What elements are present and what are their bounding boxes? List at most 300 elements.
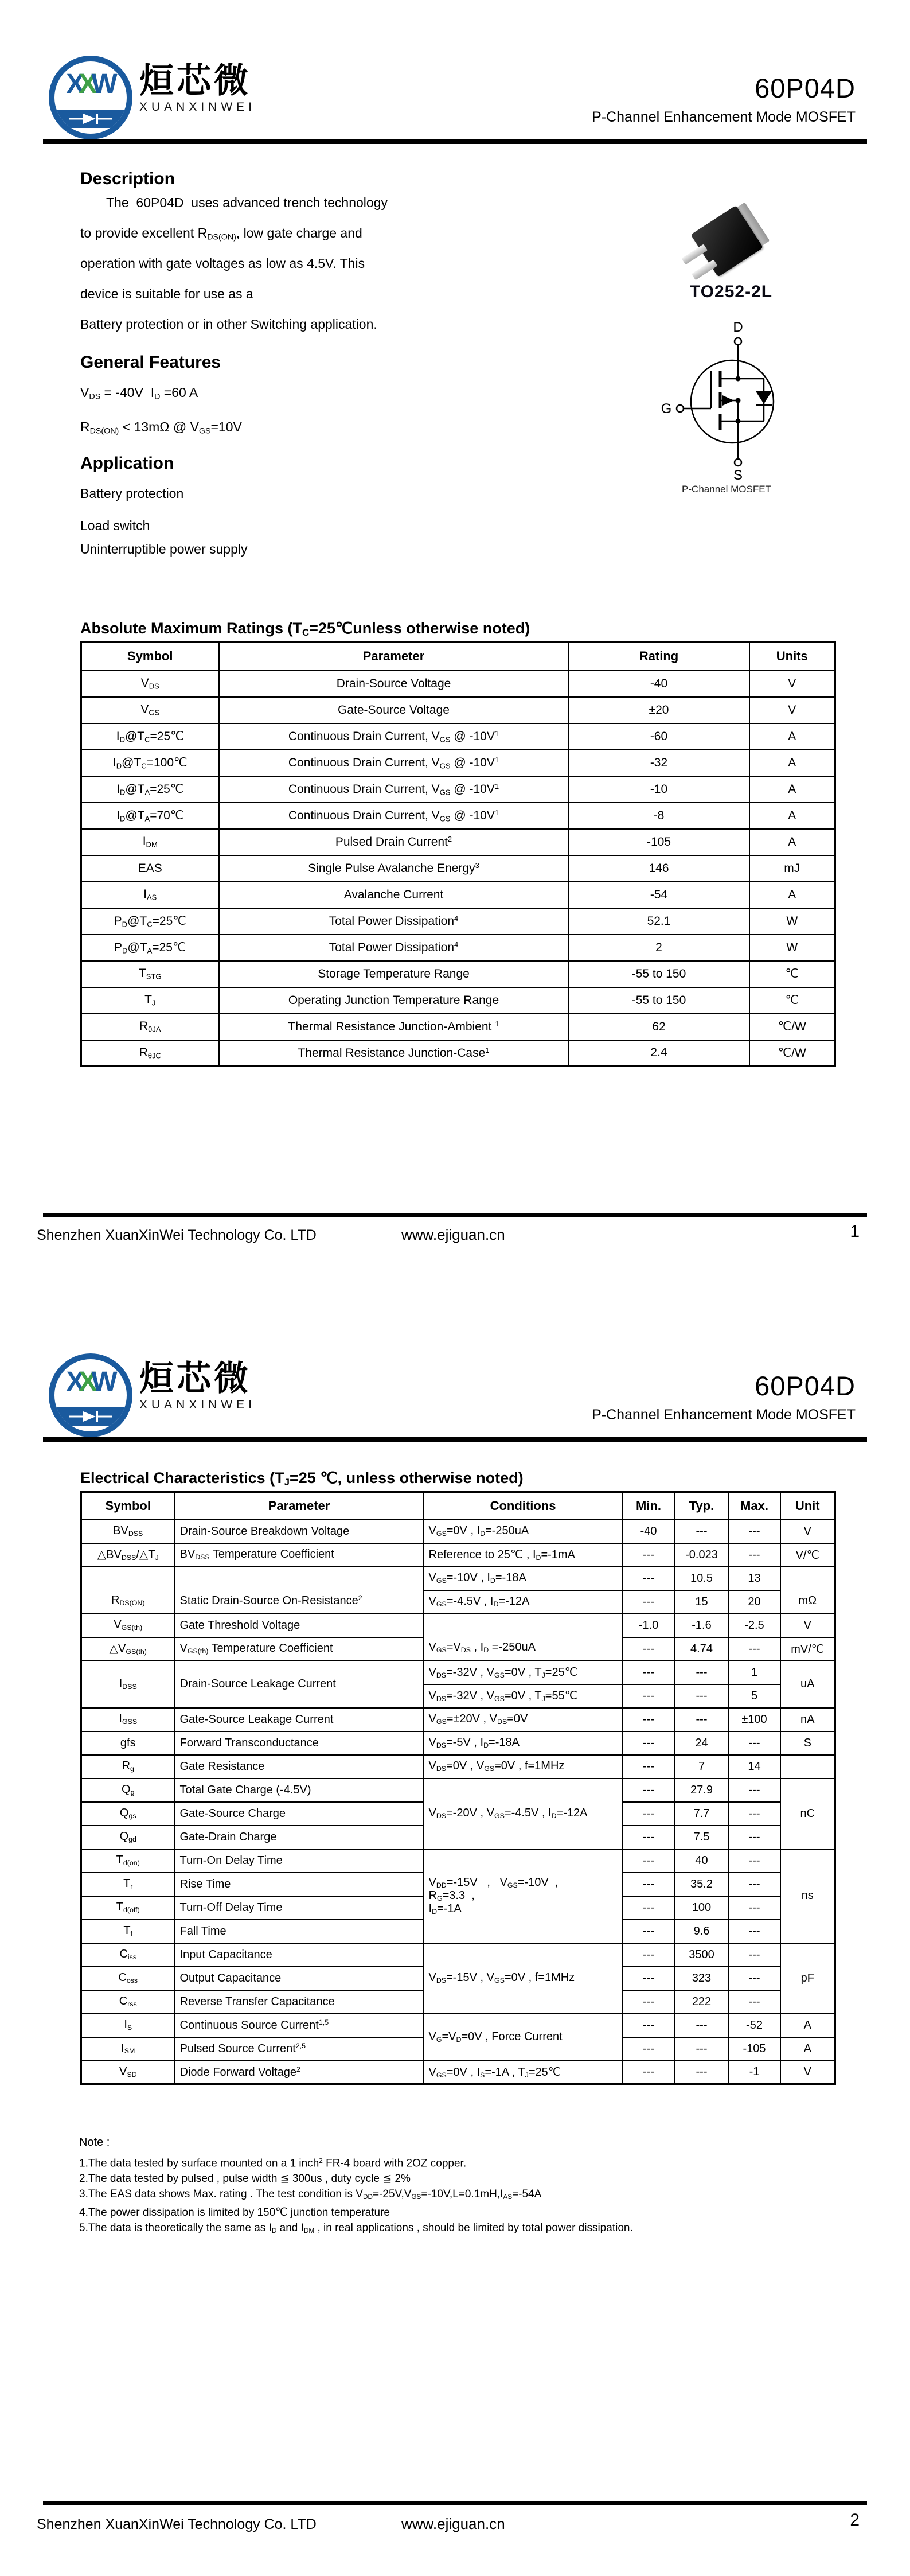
table-cell: $I_D@T_A=25℃$	[81, 776, 219, 803]
diode-icon	[51, 110, 130, 128]
table-cell: Thermal Resistance Junction-Case$^1$	[219, 1040, 569, 1067]
table-cell: $C_{rss}$	[81, 1990, 175, 2014]
table-cell: Pulsed Drain Current$^2$	[219, 829, 569, 855]
table-cell: ---	[675, 1661, 729, 1684]
table-row	[81, 1708, 835, 1731]
absolute-maximum-ratings-table	[80, 641, 836, 1067]
monogram-letter: X	[79, 69, 92, 99]
footer-rule	[43, 2501, 867, 2505]
table-cell: Continuous Drain Current, $V_{GS}$ @ $-10V^1$	[219, 750, 569, 776]
table-cell: -55 to 150	[569, 961, 749, 987]
table-cell: ---	[729, 1520, 780, 1543]
table-cell: 146	[569, 855, 749, 882]
table-cell: ---	[623, 1543, 675, 1567]
table-cell: 3500	[675, 1943, 729, 1967]
table-cell: gfs	[81, 1731, 175, 1755]
table-cell: A	[749, 750, 835, 776]
table-cell: $T_J$	[81, 987, 219, 1014]
table-cell: $C_{iss}$	[81, 1943, 175, 1967]
header-cell: Symbol	[81, 1492, 175, 1520]
table-cell: Drain-Source Breakdown Voltage	[175, 1520, 424, 1543]
table-cell: ℃/W	[749, 1014, 835, 1040]
table-cell: Turn-Off Delay Time	[175, 1896, 424, 1920]
table-cell: -40	[569, 671, 749, 697]
header-cell: Min.	[623, 1492, 675, 1520]
page-number: 2	[850, 2511, 860, 2530]
table-cell: ---	[623, 1567, 675, 1590]
pin-label-d: D	[733, 320, 743, 335]
table-cell: ---	[623, 1990, 675, 2014]
header-cell: Typ.	[675, 1492, 729, 1520]
brand-wordmark	[139, 1360, 311, 1412]
table-cell: ---	[729, 1990, 780, 2014]
table-cell: ---	[675, 1684, 729, 1708]
table-cell: $Q_{gd}$	[81, 1826, 175, 1849]
header-cell: Units	[749, 642, 835, 671]
table-cell: ---	[623, 1779, 675, 1802]
table-cell: pF	[780, 1943, 835, 2014]
table-cell: $BV_{DSS}$	[81, 1520, 175, 1543]
table-cell: ±100	[729, 1708, 780, 1731]
table-row	[81, 776, 835, 803]
table-cell: $\triangle V_{GS(th)}$	[81, 1637, 175, 1661]
table-row	[81, 1543, 835, 1567]
table-cell: ---	[729, 1637, 780, 1661]
table-cell: A	[749, 723, 835, 750]
feature-line: $R_{DS(ON)} < 13m\Omega$ @ $V_{GS}=10V$	[80, 419, 242, 436]
table-cell: Rise Time	[175, 1873, 424, 1896]
footer-company: Shenzhen XuanXinWei Technology Co. LTD	[37, 1227, 317, 1243]
table-cell: Total Power Dissipation$^4$	[219, 908, 569, 935]
table-cell: ---	[623, 2014, 675, 2037]
table-cell: S	[780, 1731, 835, 1755]
table-cell: Total Power Dissipation$^4$	[219, 935, 569, 961]
footer-website: www.ejiguan.cn	[401, 2515, 505, 2532]
table-cell: $T_r$	[81, 1873, 175, 1896]
table-row	[81, 723, 835, 750]
device-subtitle: P-Channel Enhancement Mode MOSFET	[592, 109, 856, 125]
table-row	[81, 1040, 835, 1067]
table-cell: 1	[729, 1661, 780, 1684]
table-cell: ---	[623, 1826, 675, 1849]
application-heading: Application	[80, 454, 174, 473]
table-cell: ---	[623, 1920, 675, 1943]
table-cell: ---	[729, 1543, 780, 1567]
table-cell: ±20	[569, 697, 749, 723]
table-cell: ---	[623, 1661, 675, 1684]
brand-logo	[49, 1352, 313, 1443]
table-cell: nC	[780, 1779, 835, 1849]
package-name: TO252-2L	[689, 282, 773, 301]
table-cell: Forward Transconductance	[175, 1731, 424, 1755]
table-cell: $V_{GS}=0V$ , $I_D=-250uA$	[424, 1520, 623, 1543]
table-cell: ---	[675, 2061, 729, 2084]
table-cell: $V_{DS}=-32V$ , $V_{GS}=0V$ , $T_J=55℃$	[424, 1684, 623, 1708]
table-cell: $V_{DS}=-20V$ , $V_{GS}=-4.5V$ , $I_D=-12A$	[424, 1779, 623, 1849]
table-row	[81, 642, 835, 671]
table-cell: -55 to 150	[569, 987, 749, 1014]
table-cell: Single Pulse Avalanche Energy$^3$	[219, 855, 569, 882]
table-cell: 24	[675, 1731, 729, 1755]
table-cell: ℃	[749, 961, 835, 987]
table-cell: $R_{\theta JC}$	[81, 1040, 219, 1067]
table-cell: V	[749, 671, 835, 697]
brand-name-cn: 烜芯微	[139, 1359, 251, 1398]
table-cell: $V_G=V_D=0V$ , Force Current	[424, 2014, 623, 2061]
part-number: 60P04D	[755, 73, 856, 103]
table-cell: A	[780, 2014, 835, 2037]
table-cell: $V_{GS}=-10V$ , $I_D=-18A$	[424, 1567, 623, 1590]
table-cell: ---	[729, 1873, 780, 1896]
note-item: 3.The EAS data shows Max. rating . The test condition is $V_{DD}=-25V,V_{GS}=-10V,L=0.1mH,I_{AS}=-54A$	[79, 2188, 542, 2201]
pin-label-g: G	[661, 401, 672, 417]
application-item: Load switch	[80, 518, 150, 533]
table-cell: Continuous Drain Current, $V_{GS}$ @ $-10V^1$	[219, 776, 569, 803]
table-cell: ---	[729, 1896, 780, 1920]
table-cell: $Q_g$	[81, 1779, 175, 1802]
table-cell: $R_{DS(ON)}$	[81, 1567, 175, 1614]
table-cell: 7.5	[675, 1826, 729, 1849]
table-cell: 2.4	[569, 1040, 749, 1067]
table-cell: $I_S$	[81, 2014, 175, 2037]
table-row	[81, 1520, 835, 1543]
table-cell: -2.5	[729, 1614, 780, 1637]
note-item: 4.The power dissipation is limited by 150℃ junction temperature	[79, 2207, 390, 2219]
table-cell: 62	[569, 1014, 749, 1040]
table-cell: 35.2	[675, 1873, 729, 1896]
table-cell: ---	[623, 1896, 675, 1920]
footer-company: Shenzhen XuanXinWei Technology Co. LTD	[37, 2516, 317, 2532]
table-cell: ---	[623, 1708, 675, 1731]
table-cell: 40	[675, 1849, 729, 1873]
table-cell: $V_{GS}$	[81, 697, 219, 723]
table-cell: ns	[780, 1849, 835, 1943]
footer-website: www.ejiguan.cn	[401, 1226, 505, 1243]
table-cell: ---	[729, 1920, 780, 1943]
note-item: 5.The data is theoretically the same as $I_D$ and $I_{DM}$ , in real applications , should be limited by total power dissipation.	[79, 2222, 633, 2235]
monogram-letter: X	[79, 1367, 92, 1397]
table-row	[81, 855, 835, 882]
table-cell: 5	[729, 1684, 780, 1708]
table-cell: Fall Time	[175, 1920, 424, 1943]
table-cell: ---	[623, 2061, 675, 2084]
table-cell: $V_{GS}=-4.5V$ , $I_D=-12A$	[424, 1590, 623, 1614]
table-row	[81, 671, 835, 697]
table-cell: $\triangle BV_{DSS}/\triangle T_J$	[81, 1543, 175, 1567]
brand-logo-mark	[49, 1353, 132, 1437]
header-cell: Unit	[780, 1492, 835, 1520]
table-cell: Drain-Source Leakage Current	[175, 1661, 424, 1708]
table-cell: $R_g$	[81, 1755, 175, 1779]
mosfet-symbol	[661, 314, 792, 487]
description-line: operation with gate voltages as low as 4.5V. This	[80, 256, 365, 271]
table-cell: 10.5	[675, 1567, 729, 1590]
table-cell: 15	[675, 1590, 729, 1614]
table-cell: A	[749, 803, 835, 829]
table-cell: -40	[623, 1520, 675, 1543]
header-cell: Rating	[569, 642, 749, 671]
table-cell: Thermal Resistance Junction-Ambient $^1$	[219, 1014, 569, 1040]
table-row	[81, 1014, 835, 1040]
brand-monogram	[54, 71, 123, 98]
monogram-letter: X	[66, 69, 79, 99]
table-row	[81, 1943, 835, 1967]
table-cell: 7	[675, 1755, 729, 1779]
table-cell: Gate-Drain Charge	[175, 1826, 424, 1849]
application-item: Battery protection	[80, 486, 184, 501]
brand-name-cn: 烜芯微	[139, 61, 251, 100]
part-number: 60P04D	[755, 1371, 856, 1401]
table-cell: mV/℃	[780, 1637, 835, 1661]
table-cell: -8	[569, 803, 749, 829]
table-row	[81, 908, 835, 935]
notes-heading: Note :	[79, 2136, 110, 2149]
brand-name-en: XUANXINWEI	[139, 1398, 256, 1411]
body-diode	[756, 391, 772, 404]
general-features-heading: General Features	[80, 353, 221, 372]
table-cell: -105	[729, 2037, 780, 2061]
table-cell: ---	[623, 1684, 675, 1708]
pin-label-s: S	[733, 468, 743, 483]
table-cell: EAS	[81, 855, 219, 882]
table-cell: A	[749, 882, 835, 908]
table-cell: $I_{GSS}$	[81, 1708, 175, 1731]
table-row	[81, 1614, 835, 1637]
table-row	[81, 1779, 835, 1802]
table-cell: ---	[729, 1802, 780, 1826]
diode-icon	[51, 1407, 130, 1426]
brand-logo-mark	[49, 56, 132, 139]
table-cell: $C_{oss}$	[81, 1967, 175, 1990]
brand-wordmark	[139, 63, 311, 114]
device-subtitle: P-Channel Enhancement Mode MOSFET	[592, 1407, 856, 1423]
table-row	[81, 697, 835, 723]
table-cell: Reverse Transfer Capacitance	[175, 1990, 424, 2014]
table-row	[81, 750, 835, 776]
table-cell: ---	[623, 1637, 675, 1661]
table-cell: mJ	[749, 855, 835, 882]
table-row	[81, 882, 835, 908]
table-cell: $T_{STG}$	[81, 961, 219, 987]
table-cell: Static Drain-Source On-Resistance$^2$	[175, 1567, 424, 1614]
header-cell: Conditions	[424, 1492, 623, 1520]
table-cell: Gate Threshold Voltage	[175, 1614, 424, 1637]
table-cell: Gate-Source Leakage Current	[175, 1708, 424, 1731]
table-cell: -1.0	[623, 1614, 675, 1637]
table-cell: $P_D@T_A=25℃$	[81, 935, 219, 961]
table-cell: -54	[569, 882, 749, 908]
table-cell: A	[780, 2037, 835, 2061]
table-row	[81, 829, 835, 855]
table-cell: $I_D@T_C=100℃$	[81, 750, 219, 776]
application-item: Uninterruptible power supply	[80, 542, 248, 557]
table-cell: ---	[623, 1943, 675, 1967]
table-cell: $V_{DS}=-5V$ , $I_D=-18A$	[424, 1731, 623, 1755]
table-cell: $V_{GS(th)}$ Temperature Coefficient	[175, 1637, 424, 1661]
table-cell: ---	[623, 1590, 675, 1614]
table-cell: $T_{d(off)}$	[81, 1896, 175, 1920]
table-cell: ---	[623, 1755, 675, 1779]
table-cell: 27.9	[675, 1779, 729, 1802]
table-cell: 323	[675, 1967, 729, 1990]
table-cell: Operating Junction Temperature Range	[219, 987, 569, 1014]
table-cell: -1.6	[675, 1614, 729, 1637]
table-cell: ---	[729, 1967, 780, 1990]
table-cell: $V_{DD}=-15V$ , $V_{GS}=-10V$ , $R_G=3.3$ , $I_D=-1A$	[424, 1849, 623, 1943]
table-cell: $T_f$	[81, 1920, 175, 1943]
table-cell: -1	[729, 2061, 780, 2084]
table-cell: Gate Resistance	[175, 1755, 424, 1779]
table-row	[81, 1567, 835, 1590]
table-cell: -0.023	[675, 1543, 729, 1567]
table-cell: uA	[780, 1661, 835, 1708]
table-cell: V	[749, 697, 835, 723]
table-cell: ---	[729, 1849, 780, 1873]
note-item: 2.The data tested by pulsed , pulse width ≦ 300us , duty cycle ≦ 2%	[79, 2173, 411, 2185]
table-cell: -32	[569, 750, 749, 776]
table-cell: Turn-On Delay Time	[175, 1849, 424, 1873]
package-photo	[685, 204, 777, 281]
table-cell: W	[749, 908, 835, 935]
table-cell: mΩ	[780, 1567, 835, 1614]
table-cell: $V_{DS}=0V$ , $V_{GS}=0V$ , f=1MHz	[424, 1755, 623, 1779]
footer-rule	[43, 1213, 867, 1217]
description-heading: Description	[80, 169, 175, 188]
feature-line: $V_{DS} = -40V$ $I_D =60$ A	[80, 385, 198, 402]
electrical-characteristics-table	[80, 1491, 836, 2085]
package-photo-group	[686, 194, 779, 285]
table-cell: Diode Forward Voltage$^2$	[175, 2061, 424, 2084]
header-cell: Parameter	[219, 642, 569, 671]
notes-section	[79, 2136, 847, 2239]
header-rule	[43, 1437, 867, 1442]
table-cell: V/℃	[780, 1543, 835, 1567]
table-cell: Continuous Source Current$^{1,5}$	[175, 2014, 424, 2037]
monogram-letter: X	[66, 1367, 79, 1397]
table-cell: Input Capacitance	[175, 1943, 424, 1967]
table-row	[81, 1755, 835, 1779]
table-cell: V	[780, 1614, 835, 1637]
table-cell: -10	[569, 776, 749, 803]
table-cell: 52.1	[569, 908, 749, 935]
table-cell: $V_{DS}=-15V$ , $V_{GS}=0V$ , f=1MHz	[424, 1943, 623, 2014]
table-row	[81, 1661, 835, 1684]
table-cell: $Q_{gs}$	[81, 1802, 175, 1826]
table-cell: Reference to 25℃ , $I_D=-1mA$	[424, 1543, 623, 1567]
table-cell: ℃/W	[749, 1040, 835, 1067]
table-cell: ---	[623, 1967, 675, 1990]
table-cell: nA	[780, 1708, 835, 1731]
table-cell: Total Gate Charge (-4.5V)	[175, 1779, 424, 1802]
header-cell: Parameter	[175, 1492, 424, 1520]
table-cell: Continuous Drain Current, $V_{GS}$ @ $-10V^1$	[219, 803, 569, 829]
table-cell: W	[749, 935, 835, 961]
brand-monogram	[54, 1368, 123, 1396]
page-number: 1	[850, 1222, 860, 1241]
table-cell: ---	[675, 1520, 729, 1543]
table-cell: Gate-Source Voltage	[219, 697, 569, 723]
table-cell: 9.6	[675, 1920, 729, 1943]
table-cell: ---	[623, 1873, 675, 1896]
table-cell: 7.7	[675, 1802, 729, 1826]
table-row	[81, 1731, 835, 1755]
table-cell: $I_{AS}$	[81, 882, 219, 908]
table-row	[81, 961, 835, 987]
table-row	[81, 1849, 835, 1873]
table-row	[81, 1492, 835, 1520]
table-cell: $R_{\theta JA}$	[81, 1014, 219, 1040]
table-row	[81, 2061, 835, 2084]
table-cell: V	[780, 2061, 835, 2084]
table-cell: 13	[729, 1567, 780, 1590]
table-cell: 222	[675, 1990, 729, 2014]
description-line: device is suitable for use as a	[80, 286, 253, 301]
table-cell: $I_D@T_A=70℃$	[81, 803, 219, 829]
table-row	[81, 987, 835, 1014]
brand-name-en: XUANXINWEI	[139, 100, 256, 114]
description-line: Battery protection or in other Switching application.	[80, 317, 377, 332]
table-cell: ---	[729, 1943, 780, 1967]
brand-logo	[49, 55, 313, 145]
monogram-letter: W	[91, 69, 112, 99]
table-cell: A	[749, 829, 835, 855]
symbol-caption: P-Channel MOSFET	[682, 484, 771, 495]
table-cell: $I_D@T_C=25℃$	[81, 723, 219, 750]
table-cell	[780, 1755, 835, 1779]
table-cell: Gate-Source Charge	[175, 1802, 424, 1826]
description-line: The 60P04D uses advanced trench technology	[106, 195, 388, 210]
channel-arrow	[722, 395, 734, 406]
table-cell: ---	[675, 1708, 729, 1731]
table-cell: $V_{DS}=-32V$ , $V_{GS}=0V$ , $T_J=25℃$	[424, 1661, 623, 1684]
elec-char-title: Electrical Characteristics ($T_J=25$ ℃, unless otherwise noted)	[80, 1469, 524, 1488]
table-cell: 20	[729, 1590, 780, 1614]
monogram-letter: W	[91, 1367, 112, 1397]
table-cell: $P_D@T_C=25℃$	[81, 908, 219, 935]
table-cell: $V_{GS(th)}$	[81, 1614, 175, 1637]
table-cell: ---	[675, 2014, 729, 2037]
header-cell: Max.	[729, 1492, 780, 1520]
table-cell: Output Capacitance	[175, 1967, 424, 1990]
table-cell: $T_{d(on)}$	[81, 1849, 175, 1873]
table-cell: ℃	[749, 987, 835, 1014]
table-cell: $I_{DM}$	[81, 829, 219, 855]
table-cell: Storage Temperature Range	[219, 961, 569, 987]
table-cell: 2	[569, 935, 749, 961]
header-rule	[43, 139, 867, 144]
table-cell: 100	[675, 1896, 729, 1920]
table-row	[81, 935, 835, 961]
table-row	[81, 2014, 835, 2037]
table-cell: $BV_{DSS}$ Temperature Coefficient	[175, 1543, 424, 1567]
table-cell: ---	[623, 1802, 675, 1826]
table-cell: Continuous Drain Current, $V_{GS}$ @ $-10V^1$	[219, 723, 569, 750]
abs-max-title: Absolute Maximum Ratings ($T_C=25℃unless$ otherwise noted)	[80, 620, 530, 639]
table-cell: 14	[729, 1755, 780, 1779]
table-cell: ---	[729, 1826, 780, 1849]
table-cell: Pulsed Source Current$^{2,5}$	[175, 2037, 424, 2061]
table-cell: $V_{GS}=0V$ , $I_S=-1A$ , $T_J=25℃$	[424, 2061, 623, 2084]
header-cell: Symbol	[81, 642, 219, 671]
table-cell: -105	[569, 829, 749, 855]
note-item: 1.The data tested by surface mounted on a 1 inch$^2$ FR-4 board with 2OZ copper.	[79, 2157, 467, 2170]
description-line: to provide excellent $R_{DS(ON)}$, low gate charge and	[80, 225, 362, 242]
table-cell: -60	[569, 723, 749, 750]
table-cell: ---	[729, 1779, 780, 1802]
table-cell: $I_{DSS}$	[81, 1661, 175, 1708]
table-cell: Drain-Source Voltage	[219, 671, 569, 697]
table-cell: V	[780, 1520, 835, 1543]
